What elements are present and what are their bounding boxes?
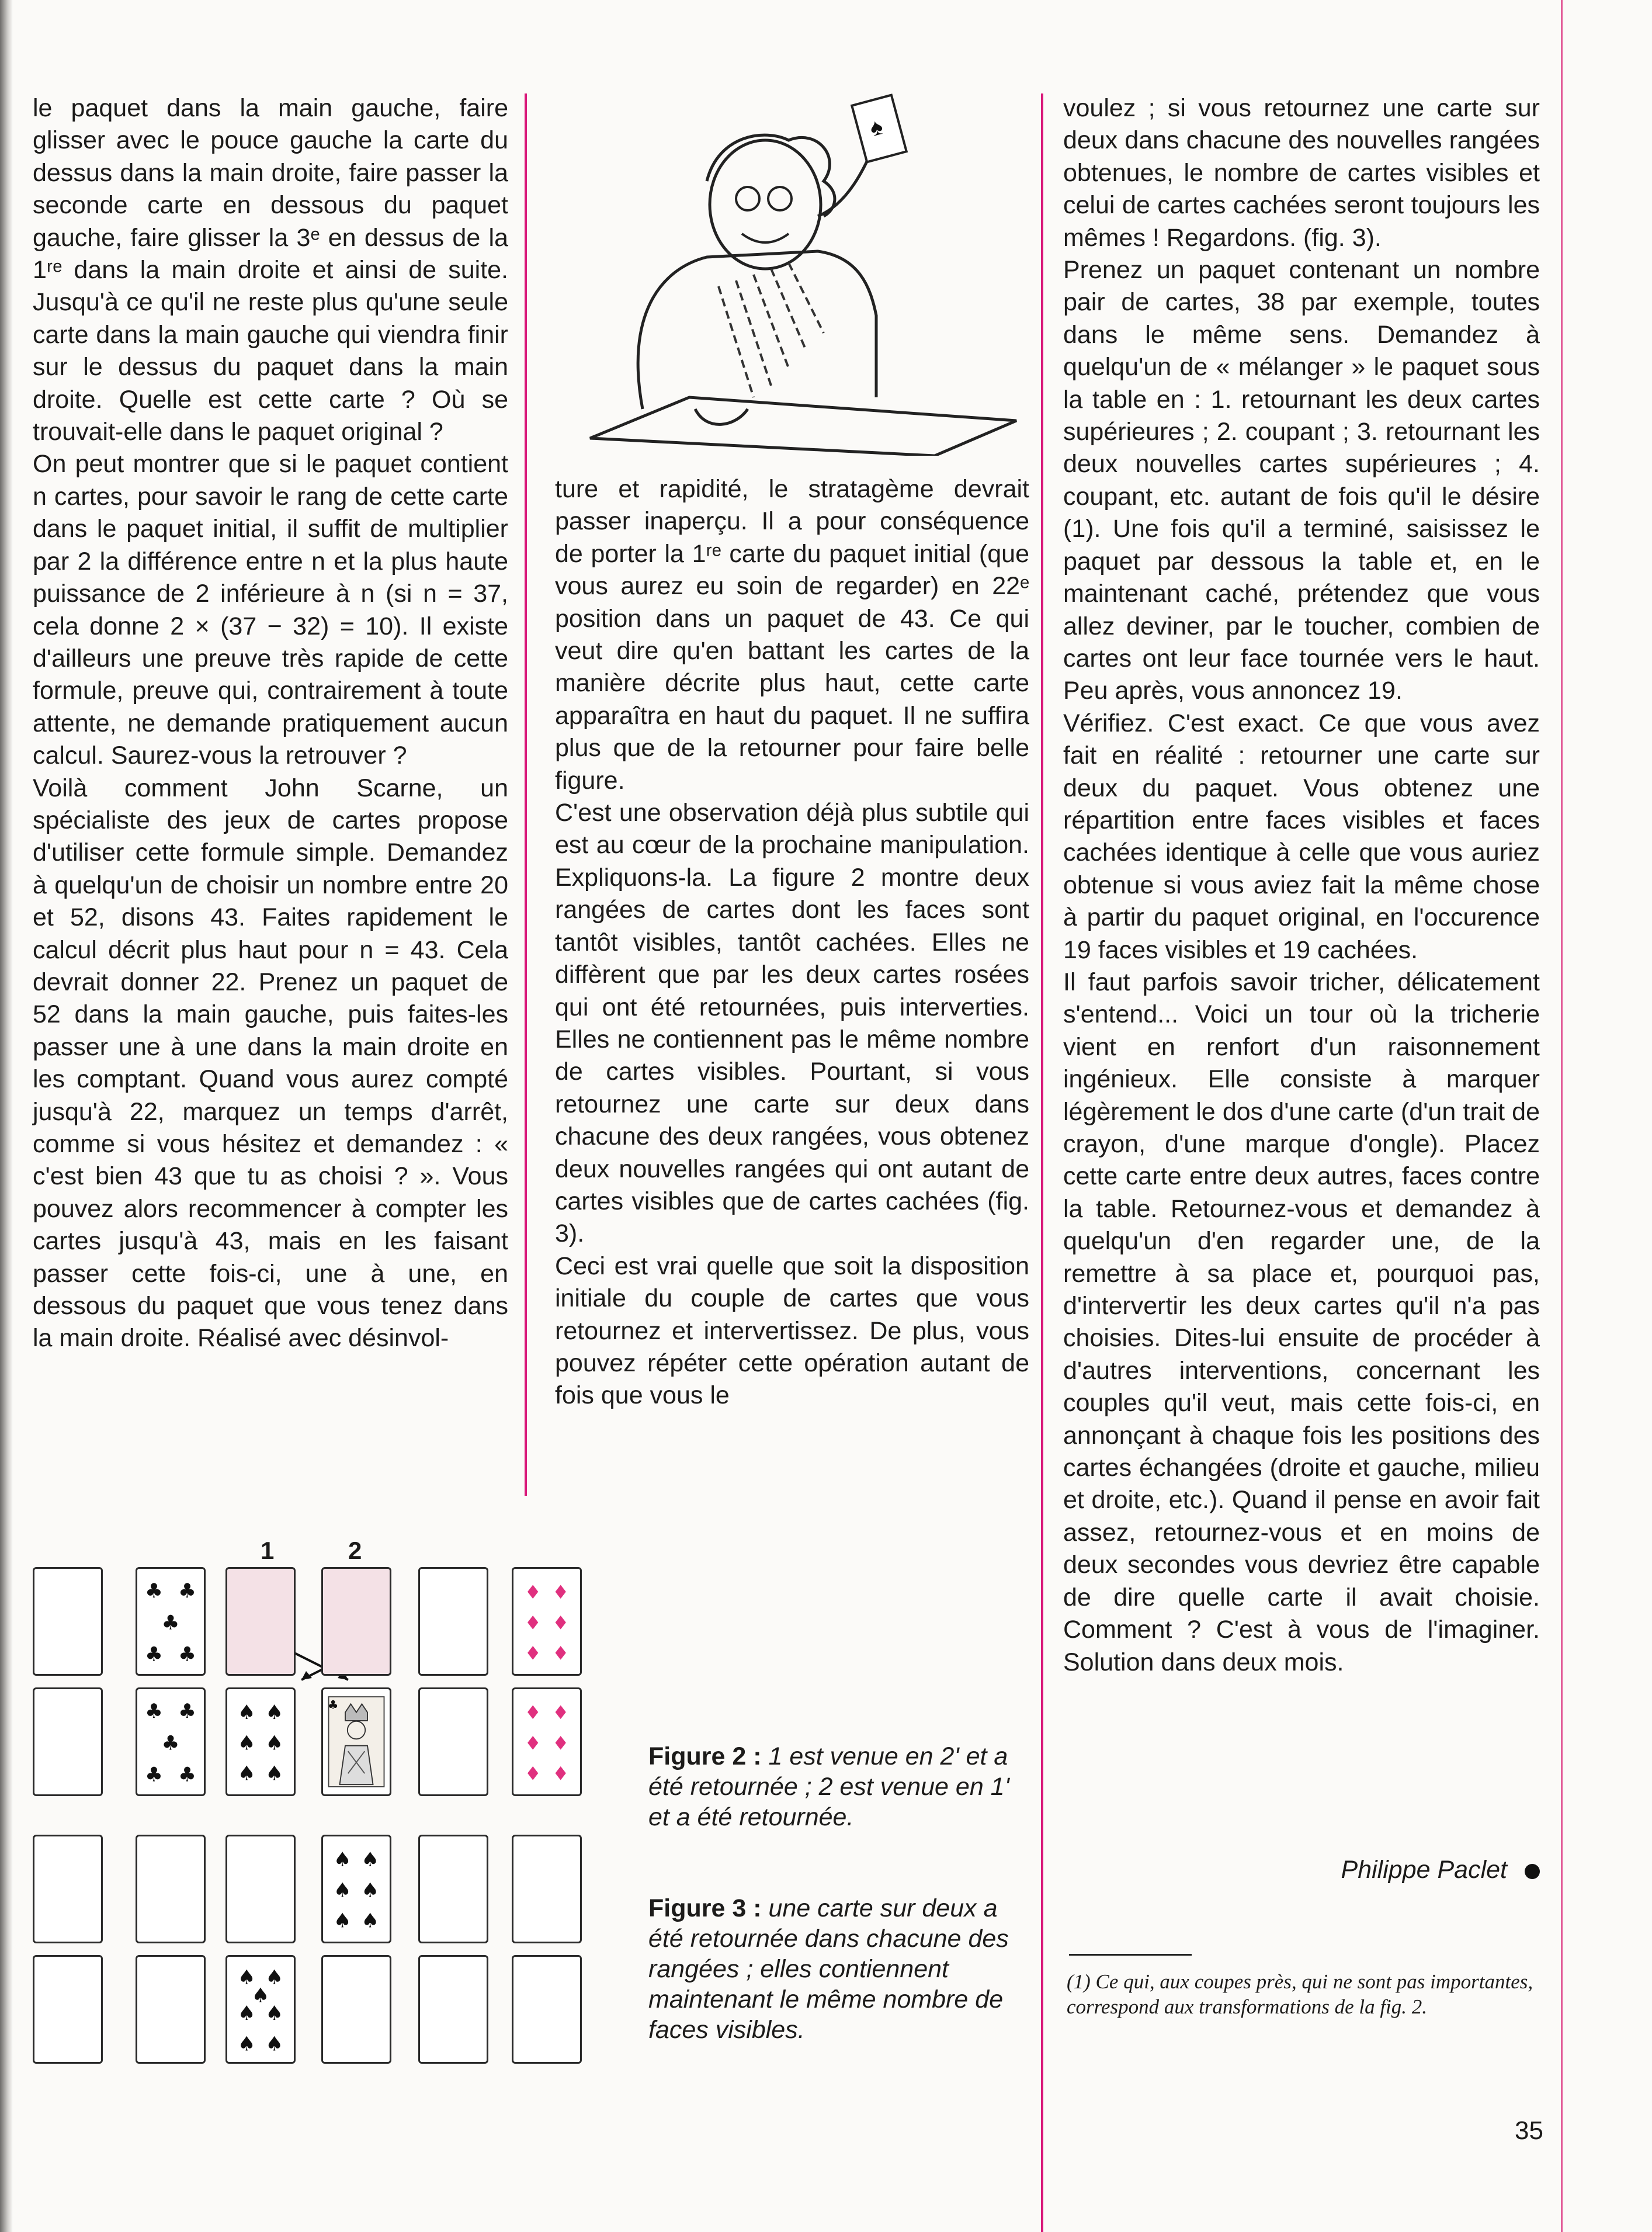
svg-text:♣: ♣ [178, 1579, 196, 1603]
card-spades-7 [225, 1955, 296, 2064]
card-king [321, 1687, 391, 1796]
svg-text:♦: ♦ [552, 1762, 570, 1785]
column-rule-right [1041, 93, 1043, 2232]
svg-text:♣: ♣ [178, 1700, 196, 1724]
card-face-down [418, 1955, 488, 2064]
svg-text:♦: ♦ [524, 1732, 542, 1755]
svg-text:♦: ♦ [524, 1581, 542, 1604]
card-face-down [225, 1835, 296, 1943]
page-edge-rule [1561, 0, 1563, 2232]
svg-text:♠: ♠ [333, 1848, 352, 1872]
svg-text:♠: ♠ [265, 2002, 284, 2026]
svg-text:♠: ♠ [237, 1731, 256, 1755]
card-clubs-5 [136, 1567, 206, 1676]
paragraph: Prenez un paquet contenant un nombre pair de cartes, 38 par exemple, toutes dans le même sens. Demandez à quelqu'un de « mélanger » le paquet sous la table en : 1. retournant les deux cartes supérieures ; 2. coupant ; 3. retournant les deux nouvelles cartes supérieures ; 4. coupant, etc. autant de fois qu'il le désire (1). Une fois qu'il a terminé, saisissez le paquet par dessous la table et, en le maintenant caché, prétendez que vous allez deviner, par le toucher, combien de cartes ont leur face tournée vers le haut. Peu après, vous annoncez 19. [1063, 256, 1540, 705]
card-face-down [418, 1687, 488, 1796]
column-rule-left [525, 93, 527, 1496]
svg-text:♠: ♠ [361, 1879, 380, 1902]
paragraph: Vérifiez. C'est exact. Ce que vous avez fait en réalité : retourner une carte sur deux du paquet. Vous obtenez une répartition entre faces visibles et faces cachées identique à celle que vous auriez obtenue si vous aviez fait la même chose à partir du paquet original, en l'occurence 19 faces visibles et 19 cachées. [1063, 709, 1540, 964]
text-column-middle [555, 473, 1029, 1412]
card-face-down [33, 1567, 103, 1676]
footnote-rule [1069, 1954, 1192, 1956]
svg-text:♦: ♦ [524, 1611, 542, 1634]
text-column-right [1063, 92, 1540, 1679]
card-face-down [33, 1835, 103, 1943]
paragraph: ture et rapidité, le stratagème devrait passer inaperçu. Il a pour conséquence de porter la 1ʳᵉ carte du paquet initial (que vous aurez eu soin de regarder) en 22ᵉ position dans un paquet de 43. Ce qui veut dire qu'en battant les cartes de la manière décrite plus haut, cette carte apparaîtra en haut du paquet. Il ne suffira plus que de la retourner pour faire belle figure. [555, 475, 1029, 795]
card-face-down [418, 1567, 488, 1676]
svg-text:♠: ♠ [237, 2002, 256, 2026]
svg-text:♠: ♠ [237, 1701, 256, 1725]
svg-text:♦: ♦ [552, 1611, 570, 1634]
paragraph: C'est une observation déjà plus subtile qui est au cœur de la prochaine manipulation. Expliquons-la. La figure 2 montre deux rangées de cartes dont les faces sont tantôt visibles, tantôt cachées. Elles ne diffèrent que par les deux cartes rosées qui ont été retournées, puis interverties. Elles ne contiennent pas le même nombre de cartes visibles. Pourtant, si vous retournez une carte sur deux dans chacune des deux rangées, vous obtenez deux nouvelles rangées qui ont autant de cartes visibles que de cartes cachées (fig. 3). [555, 799, 1029, 1248]
svg-text:♠: ♠ [237, 1762, 256, 1786]
figure-label-1: 1 [261, 1537, 275, 1564]
paragraph: le paquet dans la main gauche, faire glisser avec le pouce gauche la carte du dessus dans la main droite, faire passer la seconde carte en dessous du paquet gauche, faire glisser la 3ᵉ en dessus de la 1ʳᵉ dans la main droite et ainsi de suite. Jusqu'à ce qu'il ne reste plus qu'une seule carte dans la main gauche qui viendra finir sur le dessus du paquet dans la main droite. Quelle est cette carte ? Où se trouvait-elle dans le paquet original ? [33, 94, 508, 446]
card-face-down [136, 1835, 206, 1943]
svg-text:♣: ♣ [178, 1642, 196, 1666]
figure-2-caption-text: 1 est venue en 2' et a été retournée ; 2 est venue en 1' et a été retournée. [648, 1742, 1009, 1831]
card-figures [33, 1537, 652, 2056]
svg-text:♣: ♣ [145, 1579, 163, 1603]
svg-text:♠: ♠ [251, 1984, 270, 2008]
figure-3-caption-label: Figure 3 : [648, 1894, 762, 1922]
figure-label-2: 2 [348, 1537, 362, 1564]
svg-text:♣: ♣ [327, 1697, 339, 1712]
svg-text:♠: ♠ [333, 1879, 352, 1902]
paragraph: Voilà comment John Scarne, un spécialiste des jeux de cartes propose d'utiliser cette formule simple. Demandez à quelqu'un de choisir un nombre entre 20 et 52, disons 43. Faites rapidement le calcul décrit plus haut pour n = 43. Cela devrait donner 22. Prenez un paquet de 52 dans la main gauche, puis faites-les passer une à une dans la main droite en les comptant. Quand vous aurez compté jusqu'à 22, marquez un temps d'arrêt, comme si vous hésitez et demandez : « c'est bien 43 que tu as choisi ? ». Vous pouvez alors recommencer à compter les cartes jusqu'à 43, mais en les faisant passer cette fois-ci, une à une, en dessous du paquet que vous tenez dans la main droite. Réalisé avec désinvol- [33, 774, 508, 1353]
paragraph: Ceci est vrai quelle que soit la disposition initiale du couple de cartes que vous retournez et intervertissez. De plus, vous pouvez répéter cette opération autant de fois que vous le [555, 1252, 1029, 1410]
card-pink-back [225, 1567, 296, 1676]
svg-text:♦: ♦ [524, 1701, 542, 1724]
card-pink-back [321, 1567, 391, 1676]
svg-text:♦: ♦ [552, 1732, 570, 1755]
end-mark-icon [1525, 1864, 1540, 1879]
card-face-down [33, 1955, 103, 2064]
figure-3-caption [648, 1893, 1016, 2045]
svg-text:♠: ♠ [265, 1731, 284, 1755]
card-spades-6 [321, 1835, 391, 1943]
svg-text:♣: ♣ [161, 1611, 180, 1635]
svg-text:♠: ♠ [265, 1762, 284, 1786]
svg-text:♠: ♠ [265, 1966, 284, 1990]
svg-text:♦: ♦ [524, 1762, 542, 1785]
svg-text:♠: ♠ [361, 1848, 380, 1872]
magician-illustration [572, 93, 1028, 456]
card-face-down [321, 1955, 391, 2064]
card-diamonds-6 [512, 1687, 582, 1796]
paragraph: On peut montrer que si le paquet contient n cartes, pour savoir le rang de cette carte dans le paquet initial, il suffit de multiplier par 2 la différence entre n et la plus haute puissance de 2 inférieure à n (si n = 37, cela donne 2 × (37 − 32) = 10). Il existe d'ailleurs une preuve très rapide de cette formule, preuve qui, contrairement à toute attente, ne demande pratiquement aucun calcul. Saurez-vous la retrouver ? [33, 450, 508, 770]
svg-text:♦: ♦ [524, 1642, 542, 1665]
svg-text:♠: ♠ [237, 2032, 256, 2056]
figure-2-caption [648, 1741, 1016, 1832]
svg-text:♠: ♠ [361, 1909, 380, 1933]
svg-text:♦: ♦ [552, 1581, 570, 1604]
author-signature [1341, 1856, 1540, 1884]
text-column-left [33, 92, 508, 1355]
paragraph: Il faut parfois savoir tricher, délicatement s'entend... Voici un tour où la tricherie vient en renfort d'un raisonnement ingénieux. Elle consiste à marquer légèrement le dos d'une carte (d'un trait de crayon, d'une marque d'ongle). Placez cette carte entre deux autres, faces contre la table. Retournez-vous et demandez à quelqu'un d'en regarder une, de la remettre à sa place et, pourquoi pas, d'intervertir les deux cartes qu'il n'a pas choisies. Dites-lui ensuite de procéder à d'autres interventions, concernant les couples qu'il veut, mais cette fois-ci, en annonçant à chaque fois les positions des cartes échangées (droite et gauche, milieu et droite, etc.). Quand il pense en avoir fait assez, retournez-vous et en moins de deux secondes vous devriez être capable de dire quelle carte il avait choisie. Comment ? C'est à vous de l'imaginer. Solution dans deux mois. [1063, 968, 1540, 1676]
svg-text:♦: ♦ [552, 1642, 570, 1665]
svg-text:♣: ♣ [145, 1763, 163, 1787]
paragraph: voulez ; si vous retournez une carte sur deux dans chacune des nouvelles rangées obtenues, le nombre de cartes visibles et celui de cartes cachées seront toujours les mêmes ! Regardons. (fig. 3). [1063, 94, 1540, 252]
svg-text:♣: ♣ [178, 1763, 196, 1787]
svg-text:♠: ♠ [867, 113, 886, 142]
page-gutter-shadow [0, 0, 13, 2232]
card-face-down [418, 1835, 488, 1943]
author-name: Philippe Paclet [1341, 1856, 1507, 1884]
svg-text:♣: ♣ [145, 1700, 163, 1724]
svg-text:♠: ♠ [237, 1966, 256, 1990]
card-clubs-5 [136, 1687, 206, 1796]
svg-text:♠: ♠ [333, 1909, 352, 1933]
figure-2-caption-label: Figure 2 : [648, 1742, 762, 1770]
card-face-down [512, 1835, 582, 1943]
svg-text:♣: ♣ [145, 1642, 163, 1666]
figure-3-caption-text: une carte sur deux a été retournée dans chacune des rangées ; elles contiennent maintenant le même nombre de faces visibles. [648, 1894, 1009, 2044]
card-face-down [512, 1955, 582, 2064]
card-face-down [33, 1687, 103, 1796]
svg-text:♦: ♦ [552, 1701, 570, 1724]
svg-text:♣: ♣ [161, 1731, 180, 1755]
card-face-down [136, 1955, 206, 2064]
card-spades-6 [225, 1687, 296, 1796]
svg-text:♠: ♠ [265, 2032, 284, 2056]
svg-text:♠: ♠ [265, 1701, 284, 1725]
footnote: (1) Ce qui, aux coupes près, qui ne sont pas importantes, correspond aux transformations de la fig. 2. [1067, 1970, 1533, 2018]
page-number: 35 [1515, 2116, 1543, 2145]
card-diamonds-6 [512, 1567, 582, 1676]
